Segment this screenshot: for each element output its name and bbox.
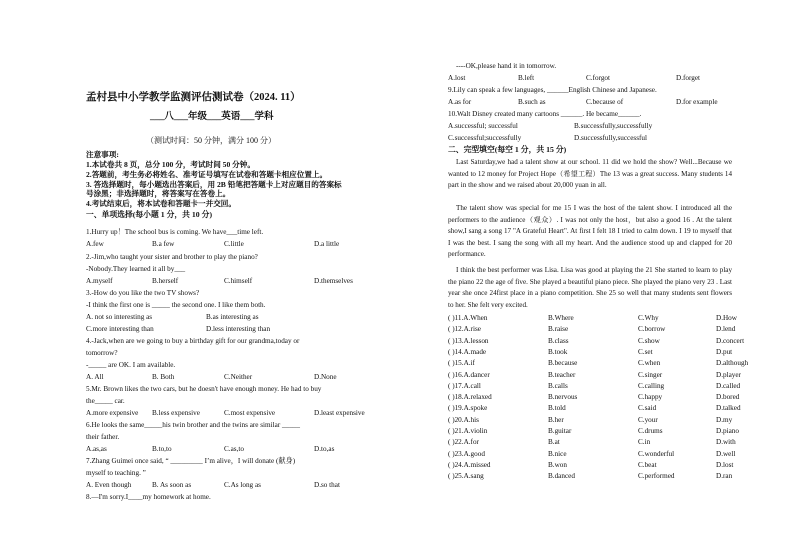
question-line: ----OK,please hand it in tomorrow. <box>456 62 557 70</box>
answer-option: B.her <box>548 415 564 424</box>
answer-option: B.successfully,successfully <box>574 122 653 130</box>
answer-option: D.lend <box>716 325 736 334</box>
answer-option: C.in <box>638 438 651 447</box>
answer-option: B.such as <box>518 98 546 106</box>
answer-option: D.put <box>716 347 733 356</box>
answer-option: D.lost <box>716 460 734 469</box>
answer-option: B.won <box>548 460 567 469</box>
answer-option: B.took <box>548 347 568 356</box>
question-line: -I think the first one is _____ the second one. I like them both. <box>86 301 266 309</box>
answer-option: B.danced <box>548 472 575 481</box>
answer-option: C.your <box>638 415 658 424</box>
answer-option: B.because <box>548 359 578 368</box>
answer-option: C.most expensive <box>224 409 276 417</box>
cloze-question-option: ( )15.A.if <box>448 359 475 368</box>
answer-option: D.themselves <box>314 277 353 285</box>
answer-option: D.my <box>716 415 733 424</box>
question-line: -_____ are OK. I am available. <box>86 361 176 369</box>
answer-option: C.more interesting than <box>86 325 154 333</box>
answer-option: D.How <box>716 314 737 322</box>
answer-option: B.Where <box>548 314 574 322</box>
passage-paragraph: I think the best performer was Lisa. Lisa was good at playing the 21 She started to learn to play the piano 22 the age of five. She played a beautiful piano piece. She played the piano very 23 . Last year she once 24first place in a piano competition. She 25 so well that many students sent flowers to her. She felt very excited. <box>448 266 732 309</box>
question-line: 2.-Jim,who taught your sister and brother to play the piano? <box>86 253 258 261</box>
answer-option: D.successfully,successful <box>574 134 647 142</box>
answer-option: A.successful; successful <box>448 122 518 130</box>
answer-option: B.calls <box>548 381 568 390</box>
passage-paragraph: Last Saturday,we had a talent show at our school. 11 did we hold the show? Well...Because we wanted to 12 money for Project Hope（希望工程）The 13 was a great success. Many students 14 part in the show and we raised about 20,000 yuan in all. <box>448 158 732 190</box>
cloze-question-option: ( )16.A.dancer <box>448 370 490 379</box>
cloze-question-option: ( )25.A.sang <box>448 472 484 481</box>
note-item: 2.答题前，考生务必将姓名、准考证号填写在试卷和答题卡相应位置上。 <box>86 170 328 179</box>
cloze-question-option: ( )11.A.When <box>448 314 488 322</box>
answer-option: B.herself <box>152 277 179 285</box>
answer-option: D.a little <box>314 240 340 248</box>
question-line: 1.Hurry up！The school bus is coming. We have___time left. <box>86 228 264 236</box>
question-line: 9.Lily can speak a few languages, ______English Chinese and Japanese. <box>448 86 657 94</box>
answer-option: B.as interesting as <box>206 313 259 321</box>
answer-option: D.called <box>716 381 741 390</box>
answer-option: A.as for <box>448 98 472 106</box>
answer-option: C.as,to <box>224 445 244 453</box>
question-line: myself to teaching. ” <box>86 469 146 477</box>
answer-option: D.less interesting than <box>206 325 271 333</box>
question-line: 5.Mr. Brown likes the two cars, but he doesn't have enough money. He had to buy <box>86 385 322 393</box>
answer-option: B.to,to <box>152 445 172 453</box>
answer-option: B.a few <box>152 240 175 248</box>
cloze-question-option: ( )21.A.violin <box>448 427 488 435</box>
notes-heading: 注意事项: <box>86 150 119 159</box>
note-item: 4.考试结束后，将本试卷和答题卡一并交回。 <box>86 199 236 208</box>
cloze-question-option: ( )14.A.made <box>448 347 487 356</box>
cloze-question-option: ( )20.A.his <box>448 415 479 424</box>
answer-option: C.because of <box>586 98 624 106</box>
passage-paragraph: The talent show was special for me 15 I was the host of the talent show. I introduced all the performers to the audience（观众）. I was not only the host，but also a good 16 . At the talent show,I sang a song 17 "A Grateful Heart". At first I felt 18 I tried to calm down. I 19 to myself that I was the best. I sang the song with all my heart. And the audience stood up and clapped for 20 performance. <box>448 204 732 259</box>
answer-option: D.forget <box>676 74 701 82</box>
answer-option: C.forgot <box>586 74 611 82</box>
answer-option: B.raise <box>548 325 569 334</box>
cloze-question-option: ( )13.A.lesson <box>448 336 489 345</box>
question-line: 10.Walt Disney created many cartoons ______. He became______. <box>448 110 642 118</box>
question-line: tomorrow? <box>86 349 118 357</box>
answer-option: C.when <box>638 359 661 368</box>
answer-option: B. Both <box>152 373 175 381</box>
answer-option: B.teacher <box>548 370 576 379</box>
answer-option: C.little <box>224 240 244 248</box>
question-line: 8.—I'm sorry.I____my homework at home. <box>86 493 211 501</box>
cloze-question-option: ( )24.A.missed <box>448 460 491 469</box>
answer-option: C.borrow <box>638 325 666 334</box>
section1-heading: 一、单项选择(每小题 1 分，共 10 分) <box>86 210 213 219</box>
cloze-question-option: ( )12.A.rise <box>448 325 481 334</box>
answer-option: A. All <box>86 373 104 381</box>
question-line: 7.Zhang Guimei once said, “ _________ I’m alive，I will donate (献身) <box>86 457 296 465</box>
answer-option: D.least expensive <box>314 409 365 417</box>
answer-option: D.with <box>716 438 736 447</box>
note-item: 1.本试卷共 8 页，总分 100 分，考试时间 50 分钟。 <box>86 160 255 169</box>
exam-meta: （测试时间：50 分钟，满分 100 分） <box>146 136 276 145</box>
cloze-question-option: ( )18.A.relaxed <box>448 393 492 402</box>
answer-option: A.lost <box>448 74 466 82</box>
answer-option: B.nervous <box>548 393 578 402</box>
answer-option: C.Why <box>638 314 659 322</box>
answer-option: D.so that <box>314 481 340 489</box>
cloze-question-option: ( )23.A.good <box>448 449 485 458</box>
answer-option: D.talked <box>716 404 741 413</box>
answer-option: C.calling <box>638 381 665 390</box>
section2-heading: 二、完型填空(每空 1 分，共 15 分) <box>448 145 567 154</box>
answer-option: D.to,as <box>314 445 335 453</box>
answer-option: B.told <box>548 404 566 413</box>
answer-option: B.guitar <box>548 427 572 435</box>
answer-option: C.happy <box>638 393 663 402</box>
grade-subject-line: ___八___年级___英语___学科 <box>150 112 274 122</box>
answer-option: B.less expensive <box>152 409 200 417</box>
answer-option: D.well <box>716 449 736 458</box>
cloze-question-option: ( )19.A.spoke <box>448 404 488 413</box>
answer-option: D.player <box>716 370 741 379</box>
answer-option: B.nice <box>548 449 567 458</box>
answer-option: A.more expensive <box>86 409 139 417</box>
answer-option: A.few <box>86 240 104 248</box>
answer-option: C.himself <box>224 277 253 285</box>
question-line: the_____ car. <box>86 397 125 405</box>
question-line: 3.-How do you like the two TV shows? <box>86 289 200 297</box>
answer-option: A.myself <box>86 277 113 285</box>
note-item: 3. 答选择题时，每小题选出答案后，用 2B 铅笔把答题卡上对应题目的答案标 <box>86 180 342 189</box>
answer-option: C.As long as <box>224 481 261 489</box>
answer-option: C.wonderful <box>638 449 675 458</box>
question-line: 6.He looks the same_____his twin brother and the twins are similar _____ <box>86 421 300 429</box>
answer-option: C.Neither <box>224 373 253 381</box>
answer-option: B.left <box>518 74 535 82</box>
answer-option: C.beat <box>638 460 657 469</box>
answer-option: A. not so interesting as <box>86 313 153 321</box>
answer-option: C.said <box>638 404 657 413</box>
answer-option: C.successful;successfully <box>448 134 522 142</box>
answer-option: D.piano <box>716 427 739 435</box>
question-line: their father. <box>86 433 120 441</box>
answer-option: C.performed <box>638 472 675 481</box>
answer-option: C.singer <box>638 370 663 379</box>
note-item: 号涂黑；非选择题时，将答案写在答卷上。 <box>86 189 231 198</box>
exam-title: 孟村县中小学教学监测评估测试卷（2024. 11） <box>86 92 301 103</box>
answer-option: B.at <box>548 438 560 447</box>
answer-option: D.ran <box>716 472 733 481</box>
answer-option: D.for example <box>676 98 718 106</box>
answer-option: C.set <box>638 347 653 356</box>
question-line: -Nobody.They learned it all by___ <box>86 265 186 273</box>
answer-option: D.None <box>314 373 337 381</box>
cloze-question-option: ( )17.A.call <box>448 381 481 390</box>
answer-option: B.class <box>548 336 569 345</box>
answer-option: B. As soon as <box>152 481 192 489</box>
cloze-question-option: ( )22.A.for <box>448 438 479 447</box>
answer-option: C.drums <box>638 427 663 435</box>
question-line: 4.-Jack,when are we going to buy a birthday gift for our grandma,today or <box>86 337 300 345</box>
answer-option: A.as,as <box>86 445 107 453</box>
answer-option: A. Even though <box>86 481 132 489</box>
answer-option: C.show <box>638 336 660 345</box>
answer-option: D.bored <box>716 393 740 402</box>
answer-option: D.concert <box>716 336 745 345</box>
answer-option: D.although <box>716 359 749 368</box>
